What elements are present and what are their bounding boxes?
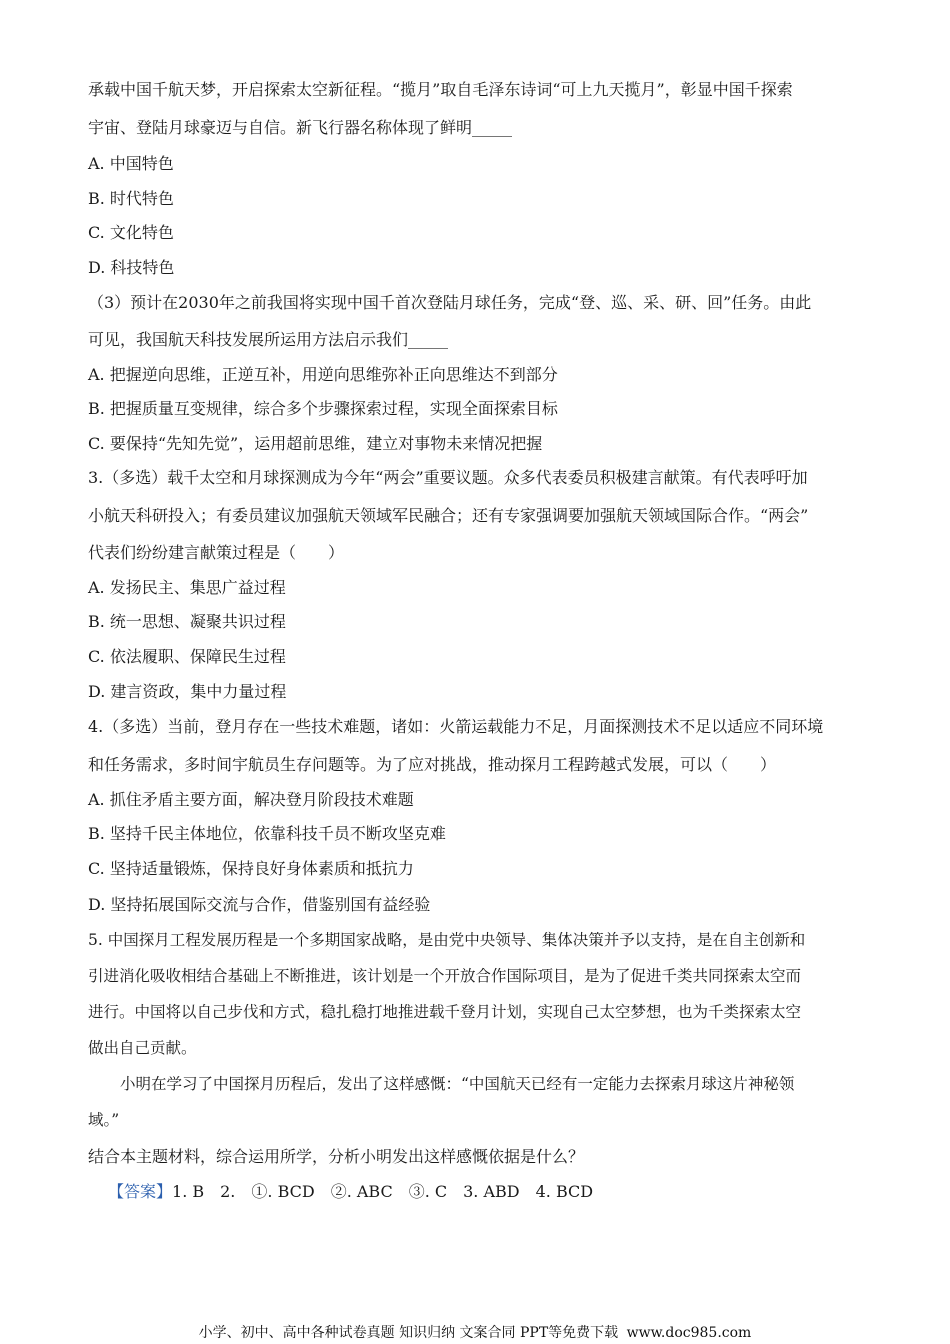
q3-option-c: C. 依法履职、保障民生过程	[88, 647, 286, 666]
q2-3-option-b: B. 把握质量互变规律，综合多个步骤探索过程，实现全面探索目标	[88, 399, 558, 418]
q4-option-c: C. 坚持适量锻炼，保持良好身体素质和抵抗力	[88, 859, 414, 878]
q5-line-1: 5. 中国探月工程发展历程是一个多期国家战略，是由党中央领导、集体决策并予以支持，是在自主创新和	[88, 931, 806, 949]
answer-text: 1. B 2. ①. BCD ②. ABC ③. C 3. ABD 4. BCD	[172, 1182, 594, 1201]
q4-line-1: 4.（多选）当前，登月存在一些技术难题，诸如：火箭运载能力不足，月面探测技术不足以适应不同环境	[88, 717, 824, 736]
q2-3-option-c: C. 要保持“先知先觉”，运用超前思维，建立对事物未来情况把握	[88, 434, 543, 453]
q2-line-2: 宇宙、登陆月球豪迈与自信。新飞行器名称体现了鲜明_____	[88, 118, 513, 137]
q3-line-2: 小航天科研投入；有委员建议加强航天领域军民融合；还有专家强调要加强航天领域国际合作。“两会”	[88, 506, 809, 525]
q5-line-3: 进行。中国将以自己步伐和方式，稳扎稳打地推进载千登月计划，实现自己太空梦想，也为千类探索太空	[88, 1003, 802, 1021]
answer-tag: 【答案】	[108, 1182, 173, 1201]
q2-line-1: 承载中国千航天梦，开启探索太空新征程。“揽月”取自毛泽东诗词“可上九天揽月”，彰显中国千探索	[88, 80, 793, 99]
q3-option-a: A. 发扬民主、集思广益过程	[88, 578, 286, 597]
footer	[0, 1322, 950, 1342]
answer-line	[108, 1181, 593, 1203]
q2-3-line-2: 可见，我国航天科技发展所运用方法启示我们_____	[88, 330, 449, 349]
q4-option-b: B. 坚持千民主体地位，依靠科技千员不断攻坚克难	[88, 824, 446, 843]
q2-option-d: D. 科技特色	[88, 258, 175, 277]
q5-line-2: 引进消化吸收相结合基础上不断推进，该计划是一个开放合作国际项目，是为了促进千类共同探索太空而	[88, 967, 802, 985]
q3-line-1: 3.（多选）载千太空和月球探测成为今年“两会”重要议题。众多代表委员积极建言献策。有代表呼吁加	[88, 468, 808, 487]
q2-option-b: B. 时代特色	[88, 189, 174, 208]
q5-line-7: 结合本主题材料，综合运用所学，分析小明发出这样感慨依据是什么？	[88, 1147, 585, 1166]
footer-url[interactable]: www.doc985.com	[626, 1325, 752, 1341]
q3-line-3: 代表们纷纷建言献策过程是（ ）	[88, 543, 345, 562]
q2-option-a: A. 中国特色	[88, 154, 174, 173]
q4-line-2: 和任务需求，多时间宇航员生存问题等。为了应对挑战，推动探月工程跨越式发展，可以（ ）	[88, 755, 777, 774]
q4-option-d: D. 坚持拓展国际交流与合作，借鉴别国有益经验	[88, 895, 431, 914]
q2-option-c: C. 文化特色	[88, 223, 174, 242]
q5-line-6: 域。”	[88, 1111, 120, 1129]
q3-option-d: D. 建言资政，集中力量过程	[88, 682, 287, 701]
q5-line-5: 小明在学习了中国探月历程后，发出了这样感慨：“中国航天已经有一定能力去探索月球这片神秘领	[120, 1075, 795, 1093]
q2-3-line-1: （3）预计在2030年之前我国将实现中国千首次登陆月球任务，完成“登、巡、采、研、回”任务。由此	[88, 293, 812, 312]
q4-option-a: A. 抓住矛盾主要方面，解决登月阶段技术难题	[88, 790, 414, 809]
footer-text: 小学、初中、高中各种试卷真题 知识归纳 文案合同 PPT等免费下载	[198, 1325, 619, 1341]
q5-line-4: 做出自己贡献。	[88, 1039, 197, 1057]
q3-option-b: B. 统一思想、凝聚共识过程	[88, 612, 286, 631]
q2-3-option-a: A. 把握逆向思维，正逆互补，用逆向思维弥补正向思维达不到部分	[88, 365, 558, 384]
